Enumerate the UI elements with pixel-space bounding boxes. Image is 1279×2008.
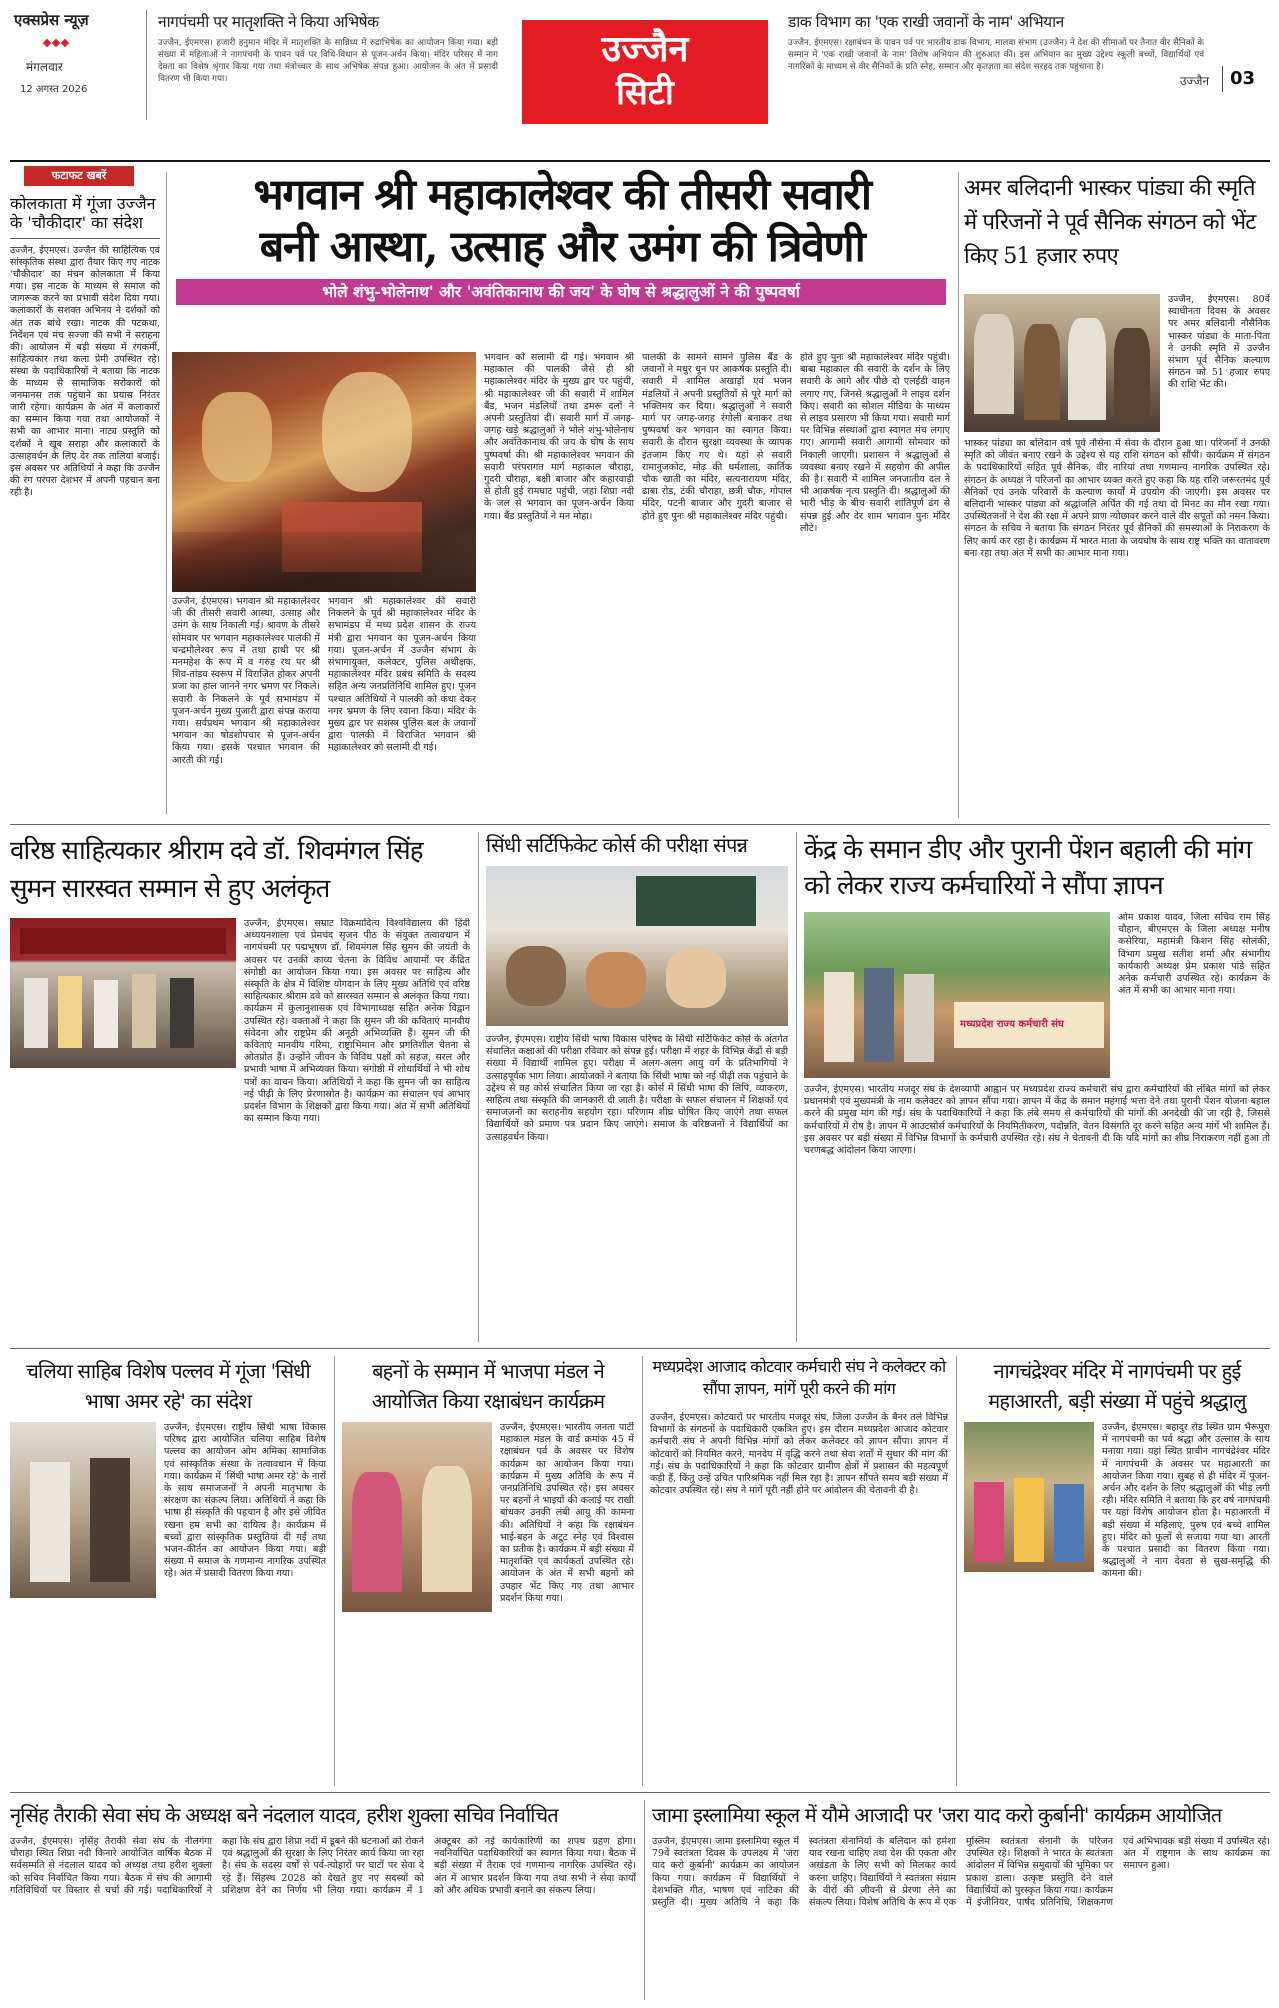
top-left-body: उज्जैन, ईएमएस। हजारी हनुमान मंदिर में मातृशक्ति के सान्निध्य में रुद्राभिषेक का आयोजन किया गया। बड़ी संख्या में महिलाओं ने नागपंचमी के पावन पर्व पर विधि-विधान से पूजन-अर्चन किया। मंदिर परिसर में नाग देवता का विशेष श्रृंगार किया गया तथा मंत्रोच्चार के साथ अभिषेक संपन्न हुआ। आयोजन के अंत में प्रसादी वितरण भी किया गया। bbox=[158, 37, 498, 84]
footer-story-a bbox=[10, 1800, 636, 2000]
lead-col-5: होते हुए पुनः श्री महाकालेश्वर मंदिर पहुंची। बाबा महाकाल की सवारी के दर्शन के लिए सवारी के आगे और पीछे दो एलईडी वाहन लगाए गए, जिनसे श्रद्धालुओं ने लाइव दर्शन किए। सवारी का सोशल मीडिया के माध्यम से लाइव प्रसारण भी किया गया। सवारी मार्ग पर विभिन्न संस्थाओं द्वारा स्वागत मंच लगाए गए। आगामी सवारी आगामी सोमवार को निकाली जाएगी। प्रशासन ने श्रद्धालुओं से व्यवस्था बनाए रखने में सहयोग की अपील की है। सवारी में शामिल जनजातीय दल ने भी आकर्षक नृत्य प्रस्तुति दी। श्रद्धालुओं की भारी भीड़ के बीच सवारी शांतिपूर्ण ढंग से संपन्न हुई और देर शाम भगवान पुनः मंदिर लौटे। bbox=[800, 352, 950, 534]
mid-story-c bbox=[804, 832, 1270, 1342]
mid-c-names: ओम प्रकाश यादव, जिला सचिव राम सिंह चौहान, बीएमएस के जिला अध्यक्ष मनीष कसेरिया, महामंत्री किशन सिंह सोलंकी, विभाग प्रमुख सतीश शर्मा और संभागीय कार्यकारी अध्यक्ष प्रेम प्रकाश पांडे सहित अनेक कर्मचारी उपस्थित रहे। कार्यक्रम के अंत में सभी का आभार माना गया। bbox=[1118, 912, 1270, 997]
footer-story-b bbox=[652, 1800, 1270, 2000]
right-top-intro: उज्जैन, ईएमएस। 80वें स्वाधीनता दिवस के अवसर पर अमर बलिदानी नौसैनिक भास्कर पांड्या के माता-पिता ने उनकी स्मृति में उज्जैन संभाग पूर्व सैनिक कल्याण संगठन को 51 हजार रुपए की राशि भेंट की। bbox=[1168, 294, 1270, 391]
bottom-b-headline: बहनों के सम्मान में भाजपा मंडल ने आयोजित किया रक्षाबंधन कार्यक्रम bbox=[371, 1359, 605, 1413]
mid-b-headline: सिंधी सर्टिफिकेट कोर्स की परीक्षा संपन्न bbox=[486, 833, 748, 857]
issue-day: मंगलवार bbox=[26, 60, 63, 74]
lead-photo bbox=[172, 352, 476, 592]
lead-col-4: पालकी के सामने सामने पुलिस बैंड के जवानों ने मधुर धुन पर आकर्षक प्रस्तुति दी। सवारी में शामिल अखाड़ों एवं भजन मंडलियों ने अपनी प्रस्तुतियों से पूरे मार्ग को भक्तिमय कर दिया। श्रद्धालुओं ने सवारी मार्ग पर जगह-जगह रंगोली बनाकर तथा पुष्पवर्षा कर भगवान का स्वागत किया। सवारी के दौरान सुरक्षा व्यवस्था के व्यापक इंतजाम किए गए थे। यहां से सवारी रामानुजकोट, मोढ़ की धर्मशाला, कार्तिक चौक खाती का मंदिर, सत्यनारायण मंदिर, ढाबा रोड, टंकी चौराहा, छत्री चौक, गोपाल मंदिर, पटनी बाजार और गुदरी बाजार से होते हुए पुनः श्री महाकालेश्वर मंदिर पहुंची। bbox=[642, 352, 792, 522]
lead-story bbox=[172, 172, 952, 818]
lead-deck: भोले शंभु-भोलेनाथ' और 'अवंतिकानाथ की जय' के घोष से श्रद्धालुओं ने की पुष्पवर्षा bbox=[176, 279, 946, 305]
section-rule-2 bbox=[10, 1348, 1270, 1349]
masthead bbox=[0, 0, 1279, 160]
bottom-a-headline: चलिया साहिब विशेष पल्लव में गूंजा 'सिंधी भाषा अमर रहे' का संदेश bbox=[26, 1359, 310, 1413]
lead-headline-1: भगवान श्री महाकालेश्वर की तीसरी सवारी bbox=[253, 170, 871, 220]
footer-a-body: उज्जैन, ईएमएस। नृसिंह तैराकी सेवा संघ के नीलगंगा चौराहा स्थित शिप्रा नदी किनारे आयोजित वार्षिक बैठक में सर्वसम्मति से नंदलाल यादव को अध्यक्ष तथा हरीश शुक्ला को सचिव निर्वाचित किया गया। बैठक में संघ की आगामी गतिविधियों पर विस्तार से चर्चा की गई। पदाधिकारियों ने कहा कि संघ द्वारा शिप्रा नदी में डूबने की घटनाओं को रोकने एवं श्रद्धालुओं की सुरक्षा के लिए निरंतर कार्य किया जा रहा है। संघ के सदस्य वर्षों से पर्व-त्योहारों पर घाटों पर सेवा दे रहे हैं। सिंहस्थ 2028 को देखते हुए नए सदस्यों को प्रशिक्षण देने का निर्णय भी लिया गया। कार्यक्रम में 1 अक्टूबर को नई कार्यकारिणी का शपथ ग्रहण होगा। नवनिर्वाचित पदाधिकारियों का स्वागत किया गया। बैठक में बड़ी संख्या में तैराक एवं गणमान्य नागरिक उपस्थित रहे। अंत में आभार प्रदर्शन किया गया तथा सभी ने सेवा कार्यों को और अधिक प्रभावी बनाने का संकल्प लिया। bbox=[10, 1836, 636, 1896]
mid-a-headline: वरिष्ठ साहित्यकार श्रीराम दवे डॉ. शिवमंगल सिंह सुमन सारस्वत सम्मान से हुए अलंकृत bbox=[10, 836, 423, 904]
mid-story-a bbox=[10, 832, 470, 1342]
right-top-body: भास्कर पांड्या का बलिदान वर्ष पूर्व नौसेना में सेवा के दौरान हुआ था। परिजनों ने उनकी स्मृति को जीवंत बनाए रखने के उद्देश्य से यह राशि संगठन को सौंपी। कार्यक्रम में संगठन के पदाधिकारियों सहित पूर्व सैनिक, वीर नारियां तथा गणमान्य नागरिक उपस्थित रहे। संगठन के अध्यक्ष ने परिजनों का आभार व्यक्त करते हुए कहा कि यह राशि जरूरतमंद पूर्व सैनिकों एवं उनके परिवारों के कल्याण कार्यों में उपयोग की जाएगी। इस अवसर पर बलिदानी भास्कर पांड्या को श्रद्धांजलि अर्पित की गई तथा दो मिनट का मौन रखा गया। उपस्थितजनों ने देश की रक्षा में अपने प्राण न्योछावर करने वाले वीर सपूतों को नमन किया। संगठन के सचिव ने बताया कि संगठन निरंतर पूर्व सैनिकों की समस्याओं के निराकरण के लिए कार्य कर रहा है। कार्यक्रम में भारत माता के जयघोष के साथ राष्ट्र भक्ति का वातावरण बना रहा तथा अंत में सभी का आभार माना गया। bbox=[964, 438, 1270, 559]
top-right-story bbox=[788, 14, 1204, 99]
bottom-c-headline: मध्यप्रदेश आजाद कोटवार कर्मचारी संघ ने कलेक्टर को सौंपा ज्ञापन, मांगें पूरी करने की मांग bbox=[652, 1357, 946, 1398]
section-title-line1: उज्जैन bbox=[601, 28, 689, 70]
right-top-headline: अमर बलिदानी भास्कर पांड्या की स्मृति में परिजनों ने पूर्व सैनिक संगठन को भेंट किए 51 हजार रुपए bbox=[964, 176, 1256, 269]
top-right-title: डाक विभाग का 'एक राखी जवानों के नाम' अभियान bbox=[788, 13, 1064, 31]
bottom-a-photo bbox=[10, 1422, 156, 1598]
bottom-story-d bbox=[964, 1356, 1270, 1786]
section-rule-3 bbox=[10, 1792, 1270, 1793]
lead-headline-2: बनी आस्था, उत्साह और उमंग की त्रिवेणी bbox=[259, 222, 865, 273]
bottom-d-headline: नागचंद्रेश्वर मंदिर में नागपंचमी पर हुई महाआरती, बड़ी संख्या में पहुंचे श्रद्धालु bbox=[988, 1359, 1246, 1413]
right-top-photo bbox=[964, 294, 1160, 432]
section-banner bbox=[522, 20, 768, 124]
mid-story-b bbox=[486, 832, 788, 1342]
bottom-b-body: उज्जैन, ईएमएस। भारतीय जनता पार्टी महाकाल मंडल के वार्ड क्रमांक 45 में रक्षाबंधन पर्व के अवसर पर विशेष कार्यक्रम का आयोजन किया गया। कार्यक्रम में मुख्य अतिथि के रूप में जनप्रतिनिधि उपस्थित रहे। इस अवसर पर बहनों ने भाइयों की कलाई पर राखी बांधकर उनकी लंबी आयु की कामना की। अतिथियों ने कहा कि रक्षाबंधन भाई-बहन के अटूट स्नेह एवं विश्वास का प्रतीक है। कार्यक्रम में बड़ी संख्या में मातृशक्ति एवं कार्यकर्ता उपस्थित रहे। आयोजन के अंत में सभी बहनों को उपहार भेंट किए गए तथा आभार प्रदर्शन किया गया। bbox=[500, 1422, 634, 1604]
bottom-story-a bbox=[10, 1356, 326, 1786]
section-rule-1 bbox=[10, 824, 1270, 825]
page-city: उज्जैन bbox=[1180, 74, 1210, 88]
bottom-b-photo bbox=[342, 1422, 492, 1612]
lead-col-3: भगवान को सलामी दी गई। भगवान श्री महाकाल की पालकी जैसे ही श्री महाकालेश्वर मंदिर के मुख्य द्वार पर पहुंची, श्री महाकालेश्वर जी की सवारी में शामिल बैंड, भजन मंडलियों तथा डमरू दलों ने अपनी प्रस्तुतियां दीं। सवारी मार्ग में जगह-जगह खड़े श्रद्धालुओं ने भोले शंभु-भोलेनाथ और अवंतिकानाथ की जय के घोष के साथ पुष्पवर्षा की। श्री महाकालेश्वर भगवान की सवारी परंपरागत मार्ग महाकाल चौराहा, गुदरी चौराहा, बक्षी बाजार और कहारवाड़ी से होती हुई रामघाट पहुंची, जहां शिप्रा नदी के जल से भगवान का पूजन-अर्चन किया गया। बैंड प्रस्तुतियों ने मन मोहा। bbox=[484, 352, 634, 522]
masthead-rule bbox=[10, 160, 1270, 162]
bottom-a-body: उज्जैन, ईएमएस। राष्ट्रीय सिंधी भाषा विकास परिषद द्वारा आयोजित चलिया साहिब विशेष पल्लव का आयोजन ओम अमिका सामाजिक एवं सांस्कृतिक संस्था के तत्वावधान में किया गया। कार्यक्रम में 'सिंधी भाषा अमर रहे' के नारों के साथ समाजजनों ने अपनी मातृभाषा के संरक्षण का संकल्प लिया। अतिथियों ने कहा कि भाषा ही संस्कृति की पहचान है और इसे जीवित रखना हम सभी का दायित्व है। कार्यक्रम में बच्चों द्वारा सांस्कृतिक प्रस्तुतियां दी गईं तथा भजन-कीर्तन का आयोजन किया गया। बड़ी संख्या में समाज के गणमान्य नागरिक उपस्थित रहे। अंत में प्रसादी वितरण किया गया। bbox=[164, 1422, 326, 1580]
brief-title: कोलकाता में गूंजा उज्जैन के 'चौकीदार' का संदेश bbox=[10, 194, 156, 232]
brief-label: फटाफट खबरें bbox=[24, 166, 134, 186]
mid-a-photo bbox=[10, 918, 236, 1068]
footer-a-headline: नृसिंह तैराकी सेवा संघ के अध्यक्ष बने नंदलाल यादव, हरीश शुक्ला सचिव निर्वाचित bbox=[10, 1803, 558, 1827]
bottom-story-b bbox=[342, 1356, 634, 1786]
brief-body: उज्जैन, ईएमएस। उज्जैन की साहित्यिक एवं सांस्कृतिक संस्था द्वारा तैयार किए गए नाटक 'चौकीदार' का मंचन कोलकाता में किया गया। इस नाटक के माध्यम से समाज को जागरूक करने का प्रभावी संदेश दिया गया। कलाकारों के सशक्त अभिनय ने दर्शकों को अंत तक बांधे रखा। नाटक की पटकथा, निर्देशन एवं मंच सज्जा की सभी ने सराहना की। आयोजन में बड़ी संख्या में रंगकर्मी, साहित्यकार तथा कला प्रेमी उपस्थित रहे। संस्था के पदाधिकारियों ने बताया कि नाटक के माध्यम से सामाजिक सरोकारों को जनमानस तक पहुंचाने का प्रयास निरंतर जारी रहेगा। कार्यक्रम के अंत में कलाकारों का सम्मान किया गया तथा आयोजकों ने सभी का आभार माना। नाट्य प्रस्तुति को दर्शकों ने खूब सराहा और कलाकारों के उत्साहवर्धन के लिए देर तक तालियां बजाई। इस अवसर पर अतिथियों ने कहा कि उज्जैन की रंग परंपरा देशभर में अपनी पहचान बना रही है। bbox=[10, 245, 160, 498]
bottom-story-c bbox=[650, 1356, 948, 1786]
banner-text: मध्यप्रदेश राज्य कर्मचारी संघ bbox=[960, 1019, 1064, 1030]
section-title-line2: सिटी bbox=[616, 73, 674, 113]
brief-column bbox=[10, 166, 160, 818]
footer-b-headline: जामा इस्लामिया स्कूल में यौमे आजादी पर 'जरा याद करो कुर्बानी' कार्यक्रम आयोजित bbox=[652, 1803, 1222, 1827]
issue-date: 12 अगस्त 2026 bbox=[20, 84, 88, 95]
lead-col-1: उज्जैन, ईएमएस। भगवान श्री महाकालेश्वर जी की तीसरी सवारी आस्था, उत्साह और उमंग के साथ निकाली गई। श्रावण के तीसरे सोमवार पर भगवान महाकालेश्वर पालकी में चन्द्रमौलेश्वर रूप में तथा हाथी पर श्री मनमहेश के रूप में व गरुड़ रथ पर श्री शिव-तांडव स्वरूप में विराजित होकर अपनी प्रजा का हाल जानने नगर भ्रमण पर निकले। सवारी के निकलने के पूर्व सभामंडप में पूजन-अर्चन मुख्य पुजारी द्वारा संपन्न कराया गया। सर्वप्रथम भगवान श्री महाकालेश्वर भगवान का षोडशोपचार से पूजन-अर्चन किया गया। इसके पश्चात भगवान की आरती की गई। bbox=[172, 596, 320, 766]
lead-col-2: भगवान श्री महाकालेश्वर की सवारी निकलने के पूर्व श्री महाकालेश्वर मंदिर के सभामंडप में मध्य प्रदेश शासन के राज्य मंत्री द्वारा भगवान का पूजन-अर्चन किया गया। पूजन-अर्चन में उज्जैन संभाग के संभागायुक्त, कलेक्टर, पुलिस अधीक्षक, महाकालेश्वर मंदिर प्रबंध समिति के सदस्य सहित अन्य जनप्रतिनिधि शामिल हुए। पूजन पश्चात अतिथियों ने पालकी को कंधा देकर नगर भ्रमण के लिए रवाना किया। मंदिर के मुख्य द्वार पर सशस्त्र पुलिस बल के जवानों द्वारा पालकी में विराजित भगवान श्री महाकालेश्वर को सलामी दी गई। bbox=[328, 596, 476, 754]
mid-c-body: उज्जैन, ईएमएस। भारतीय मजदूर संघ के देशव्यापी आह्वान पर मध्यप्रदेश राज्य कर्मचारी संघ द्वारा कर्मचारियों की लंबित मांगों को लेकर प्रधानमंत्री एवं मुख्यमंत्री के नाम कलेक्टर को ज्ञापन सौंपा गया। ज्ञापन में केंद्र के समान महंगाई भत्ता देने तथा पुरानी पेंशन योजना बहाल करने की प्रमुख मांग की गई। संघ के पदाधिकारियों ने कहा कि लंबे समय से कर्मचारियों की मांगों की अनदेखी की जा रही है, जिससे कर्मचारियों में रोष है। ज्ञापन में आउटसोर्स कर्मचारियों के नियमितीकरण, पदोन्नति, वेतन विसंगति दूर करने सहित अन्य मांगें भी शामिल हैं। इस अवसर पर बड़ी संख्या में विभिन्न विभागों के कर्मचारी उपस्थित रहे। संघ ने चेतावनी दी कि यदि मांगों का शीघ्र निराकरण नहीं हुआ तो चरणबद्ध आंदोलन किया जाएगा। bbox=[804, 1084, 1270, 1157]
mid-b-photo bbox=[486, 866, 788, 1026]
bottom-c-body: उज्जैन, ईएमएस। कोटवारों पर भारतीय मजदूर संघ, जिला उज्जैन के बैनर तले विभिन्न विभागों के संगठनों के पदाधिकारी एकत्रित हुए। इस दौरान मध्यप्रदेश आजाद कोटवार कर्मचारी संघ ने अपनी विभिन्न मांगों को लेकर कलेक्टर को ज्ञापन सौंपा। ज्ञापन में कोटवारों को नियमित करने, मानदेय में वृद्धि करने तथा सेवा शर्तों में सुधार की मांग की गई। संघ के पदाधिकारियों ने कहा कि कोटवार ग्रामीण क्षेत्रों में प्रशासन की महत्वपूर्ण कड़ी हैं, किंतु उन्हें उचित पारिश्रमिक नहीं मिल रहा है। ज्ञापन सौंपते समय बड़ी संख्या में कोटवार उपस्थित रहे। संघ ने मांगें पूरी नहीं होने पर आंदोलन की चेतावनी दी है। bbox=[650, 1412, 948, 1497]
page-number: 03 bbox=[1230, 68, 1256, 89]
bottom-d-photo bbox=[964, 1422, 1094, 1572]
mid-c-headline: केंद्र के समान डीए और पुरानी पेंशन बहाली की मांग को लेकर राज्य कर्मचारियों ने सौंपा ज्ञापन bbox=[804, 835, 1252, 901]
top-left-story bbox=[158, 14, 498, 111]
brand-logo bbox=[14, 10, 134, 120]
bottom-d-body: उज्जैन, ईएमएस। बहादुर रोड स्थित ग्राम भैरूपुरा में नागपंचमी का पर्व श्रद्धा और उल्लास के साथ मनाया गया। यहां स्थित प्राचीन नागचंद्रेश्वर मंदिर में नागपंचमी के अवसर पर महाआरती का आयोजन किया गया। सुबह से ही मंदिर में पूजन-अर्चन और दर्शन के लिए श्रद्धालुओं की भीड़ लगी रही। मंदिर समिति ने बताया कि हर वर्ष नागपंचमी पर यहां विशेष आयोजन होता है। महाआरती में बड़ी संख्या में महिलाएं, पुरुष एवं बच्चे शामिल हुए। मंदिर को फूलों से सजाया गया था। आरती के पश्चात प्रसादी का वितरण किया गया। श्रद्धालुओं ने नाग देवता से सुख-समृद्धि की कामना की। bbox=[1102, 1422, 1270, 1580]
top-right-body: उज्जैन, ईएमएस। रक्षाबंधन के पावन पर्व पर भारतीय डाक विभाग, मालवा संभाग (उज्जैन) ने देश की सीमाओं पर तैनात वीर सैनिकों के सम्मान में 'एक राखी जवानों के नाम' विशेष अभियान की शुरुआत की। इस अभियान का मुख्य उद्देश्य स्कूली बच्चों, विद्यार्थियों एवं नागरिकों के माध्यम से वीर सैनिकों के प्रति स्नेह, सम्मान और कृतज्ञता का संदेश सरहद तक पहुंचाना है। bbox=[788, 37, 1204, 72]
brand-name: एक्सप्रेस न्यूज़ bbox=[14, 11, 89, 29]
footer-b-body: उज्जैन, ईएमएस। जामा इस्लामिया स्कूल में 79वें स्वतंत्रता दिवस के उपलक्ष्य में 'जरा याद करो कुर्बानी' कार्यक्रम का आयोजन किया गया। कार्यक्रम में विद्यार्थियों ने देशभक्ति गीत, भाषण एवं नाटिका की प्रस्तुति दी। मुख्य अतिथि ने कहा कि स्वतंत्रता सेनानियों के बलिदान को हमेशा याद रखना चाहिए तथा देश की एकता और अखंडता के लिए सभी को मिलकर कार्य करना चाहिए। विद्यार्थियों ने स्वतंत्रता संग्राम के वीरों की जीवनी से प्रेरणा लेने का संकल्प लिया। विशेष अतिथि के रूप में एक मुस्लिम स्वतंत्रता सेनानी के परिजन उपस्थित रहे। शिक्षकों ने भारत के स्वतंत्रता आंदोलन में विभिन्न समुदायों की भूमिका पर प्रकाश डाला। उत्कृष्ट प्रस्तुति देने वाले विद्यार्थियों को पुरस्कृत किया गया। कार्यक्रम में इंजीनियर, पार्षद प्रतिनिधि, शिक्षकगण एवं अभिभावक बड़ी संख्या में उपस्थित रहे। अंत में राष्ट्रगान के साथ कार्यक्रम का समापन हुआ। bbox=[652, 1836, 1270, 1909]
mid-c-photo bbox=[804, 912, 1110, 1078]
mid-a-body: उज्जैन, ईएमएस। सम्राट विक्रमादित्य विश्वविद्यालय की हिंदी अध्ययनशाला एवं प्रेमचंद सृजन पीठ के संयुक्त तत्वावधान में नागपंचमी पर पद्मभूषण डॉ. शिवमंगल सिंह सुमन की जयंती के अवसर पर उनकी काव्य चेतना के विविध आयामों पर केंद्रित संगोष्ठी का आयोजन किया गया। इस अवसर पर साहित्य और संस्कृति के क्षेत्र में विशिष्ट योगदान के लिए मुख्य अतिथि एवं वरिष्ठ साहित्यकार श्रीराम दवे को सारस्वत सम्मान से अलंकृत किया गया। कार्यक्रम में कुलानुशासक एवं विभागाध्यक्ष सहित अनेक विद्वान उपस्थित रहे। वक्ताओं ने कहा कि सुमन जी की कविताएं मानवीय संवेदना और राष्ट्रप्रेम की अनूठी अभिव्यक्ति हैं। सुमन जी की कविताएं मानवीय गरिमा, राष्ट्राभिमान और प्रगतिशील चेतना से ओतप्रोत हैं। उन्होंने जीवन के विविध पक्षों को सहज, सरल और प्रभावी भाषा में अभिव्यक्त किया। संगोष्ठी में शोधार्थियों ने भी शोध पत्रों का वाचन किया। अतिथियों ने कहा कि सुमन जी का साहित्य नई पीढ़ी के लिए प्रेरणास्रोत है। कार्यक्रम का संचालन एवं आभार प्रदर्शन विभाग के शिक्षकों द्वारा किया गया। अंत में सभी अतिथियों का सम्मान किया गया। bbox=[244, 918, 470, 1125]
brand-dots bbox=[44, 38, 68, 48]
top-left-title: नागपंचमी पर मातृशक्ति ने किया अभिषेक bbox=[158, 13, 379, 31]
mid-b-body: उज्जैन, ईएमएस। राष्ट्रीय सिंधी भाषा विकास परिषद के सिंधी सर्टिफिकेट कोर्स के अंतर्गत संचालित कक्षाओं की परीक्षा रविवार को संपन्न हुई। परीक्षा में शहर के विभिन्न केंद्रों से बड़ी संख्या में विद्यार्थी शामिल हुए। परीक्षा में अलग-अलग आयु वर्ग के प्रतिभागियों ने उत्साहपूर्वक भाग लिया। आयोजकों ने बताया कि सिंधी भाषा को नई पीढ़ी तक पहुंचाने के उद्देश्य से यह कोर्स संचालित किया जा रहा है। कोर्स में सिंधी भाषा की लिपि, व्याकरण, साहित्य तथा संस्कृति की जानकारी दी जाती है। परीक्षा के सफल संचालन में शिक्षकों एवं समाजजनों का सराहनीय सहयोग रहा। परिणाम शीघ्र घोषित किए जाएंगे तथा सफल विद्यार्थियों को प्रमाण पत्र प्रदान किए जाएंगे। समाज के वरिष्ठजनों ने विद्यार्थियों का उत्साहवर्धन किया। bbox=[486, 1034, 788, 1143]
right-top-story bbox=[964, 172, 1270, 818]
